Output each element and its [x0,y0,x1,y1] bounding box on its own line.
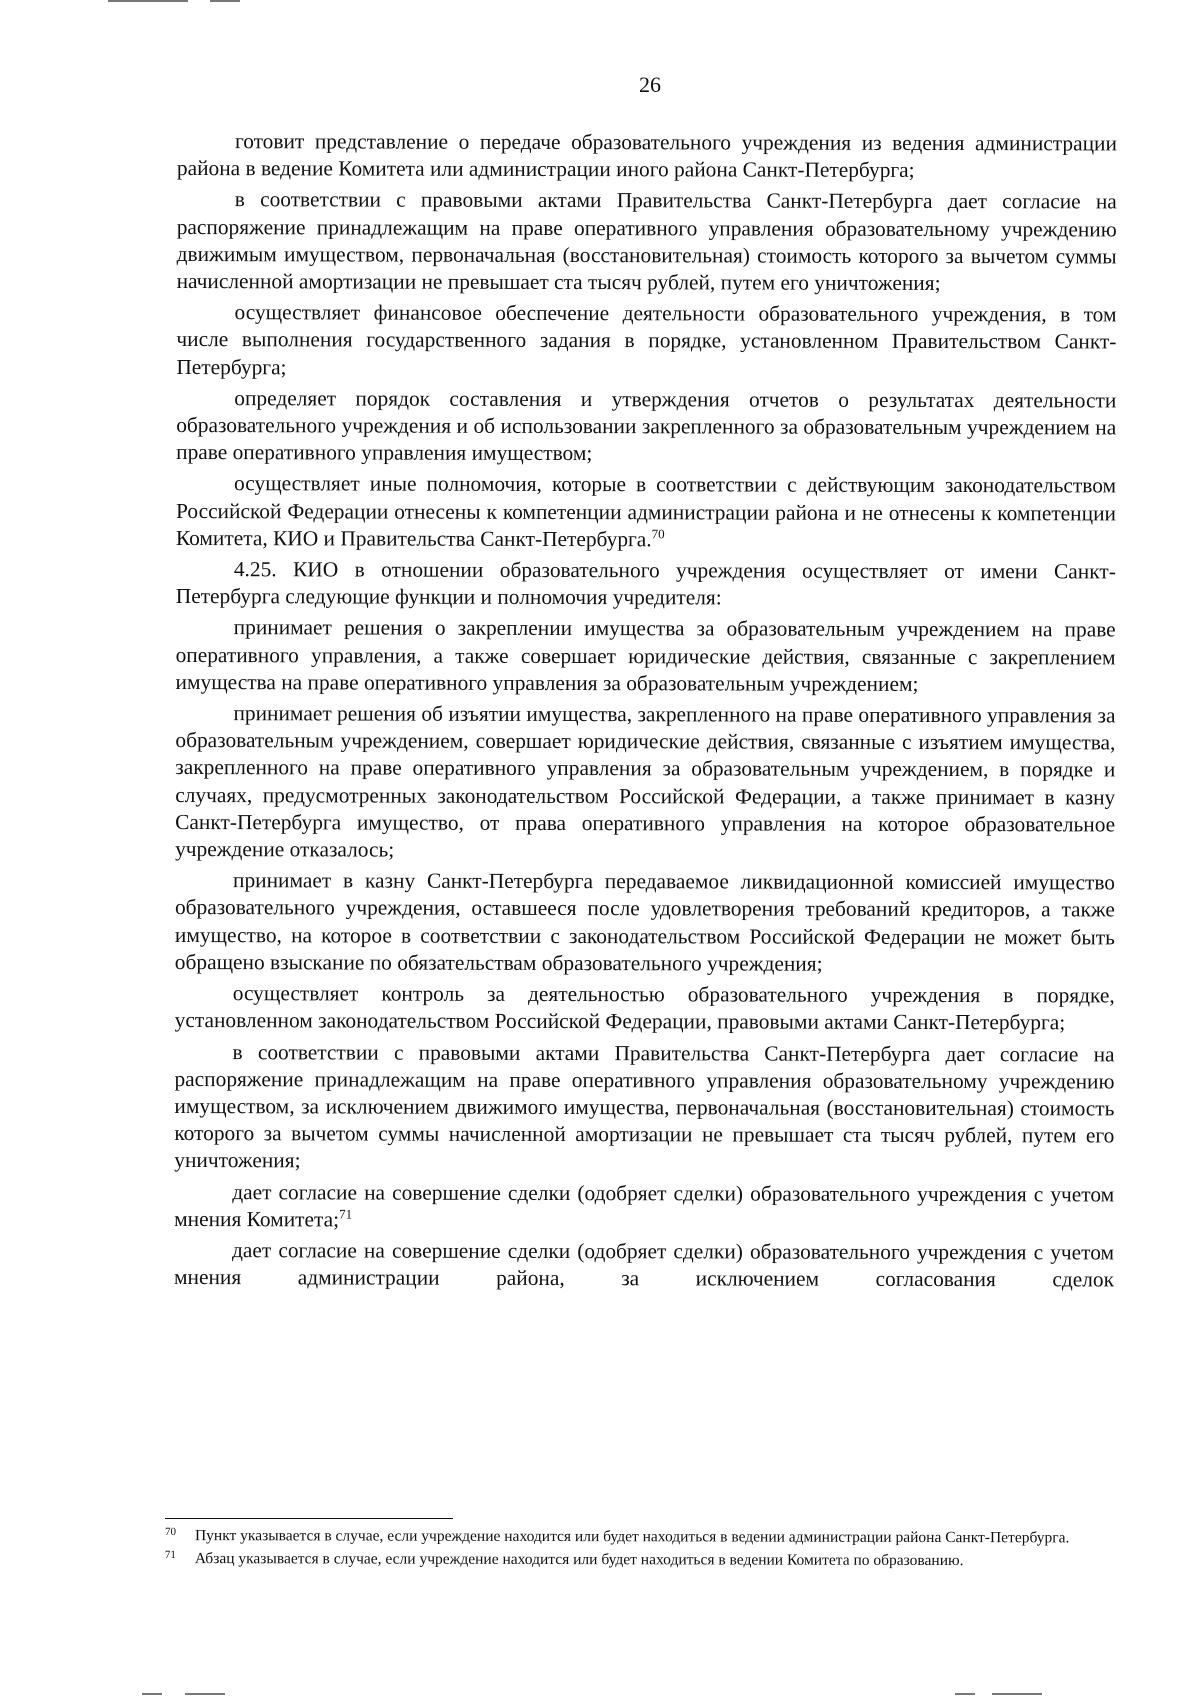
footnote [165,1526,1108,1548]
footnote-separator [165,1518,453,1519]
footnote-text: Пункт указывается в случае, если учреждение находится или будет находиться в ведении администрации района Санкт-Петербурга. [194,1527,1070,1547]
scan-edge-mark [992,1693,1042,1695]
paragraph-text: принимает решения о закреплении имущества за образовательным учреждением на праве оперативного управления, а также совершает юридические действия, связанные с закреплением имущества на праве оперативного управления за образовательным учреждением; [175,615,1116,696]
footnote [165,1549,1108,1571]
paragraph [174,1179,1114,1236]
section-paragraph [176,556,1116,613]
paragraph [175,867,1115,978]
footnote-reference[interactable]: 70 [651,526,665,542]
scan-edge-mark [108,0,188,2]
paragraph-text: дает согласие на совершение сделки (одобряет сделки) образовательного учреждения с учетом мнения Комитета; [174,1179,1115,1232]
paragraph [176,470,1116,554]
scan-edge-mark [142,1693,162,1695]
paragraph-text: дает согласие на совершение сделки (одобряет сделки) образовательного учреждения с учетом мнения администрации района, за исключением согласования сделок [173,1238,1115,1292]
document-body [174,128,1117,1298]
paragraph [176,614,1116,698]
paragraph-text: в соответствии с правовыми актами Правительства Санкт-Петербурга дает согласие на распоряжение принадлежащим на праве оперативного управления образовательному учреждению движимым имуществом, первоначальная (восстановительная) стоимость которого за вычетом суммы начисленной амортизации не превышает ста тысяч рублей, путем его уничтожения; [176,187,1117,296]
paragraph [177,186,1117,297]
footnote-reference[interactable]: 71 [339,1206,353,1222]
paragraph [174,1237,1114,1294]
paragraph-text: осуществляет контроль за деятельностью образовательного учреждения в порядке, установленном законодательством Российской Федерации, правовыми актами Санкт-Петербурга; [174,981,1115,1035]
paragraph-text: 4.25. КИО в отношении образовательного учреждения осуществляет от имени Санкт-Петербурга следующие функции и полномочия учредителя: [175,557,1116,610]
scan-edge-mark [210,0,240,2]
paragraph [176,385,1116,469]
paragraph-text: принимает в казну Санкт-Петербурга передаваемое ликвидационной комиссией имущество образовательного учреждения, оставшееся после удовлетворения требований кредиторов, а также имущество, на которое в соответствии с законодательством Российской Федерации не может быть обращено взыскание по обязательствам образовательного учреждения; [174,868,1116,976]
paragraph [177,128,1117,185]
page-number: 26 [639,72,661,97]
footnote-number: 71 [164,1548,176,1562]
paragraph-text: определяет порядок составления и утверждения отчетов о результатах деятельности образовательного учреждения и об использовании закрепленного за образовательным учреждением на праве оперативного управления имуществом; [176,385,1117,466]
paragraph [176,299,1116,383]
paragraph [175,700,1115,866]
footnote-number: 70 [164,1526,176,1539]
scan-edge-mark [185,1693,225,1695]
paragraph [174,1038,1114,1176]
paragraph-text: в соответствии с правовыми актами Правительства Санкт-Петербурга дает согласие на распоряжение принадлежащим на праве оперативного управления образовательному учреждению имуществом, за исключением движимого имущества, первоначальная (восстановительная) стоимость которого за вычетом суммы начисленной амортизации не превышает ста тысяч рублей, путем его уничтожения; [174,1039,1115,1173]
paragraph-text: осуществляет финансовое обеспечение деятельности образовательного учреждения, в том числе выполнения государственного задания в порядке, установленном Правительством Санкт-Петербурга; [176,300,1117,379]
paragraph-text: принимает решения об изъятии имущества, закрепленного на праве оперативного управления за образовательным учреждением, совершает юридические действия, связанные с изъятием имущества, закрепленного на праве оперативного управления за образовательным учреждением, в порядке и случаях, предусмотренных законодательством Российской Федерации, а также принимает в казну Санкт-Петербурга имущество, от права оперативного управления на которое образовательное учреждение отказалось; [175,701,1116,862]
footnotes [165,1526,1108,1574]
paragraph [175,980,1115,1037]
paragraph-text: осуществляет иные полномочия, которые в соответствии с действующим законодательством Российской Федерации отнесены к компетенции администрации района и не отнесены к компетенции Комитета, КИО и Правительства Санкт-Петербурга. [175,471,1117,552]
paragraph-text: готовит представление о передаче образовательного учреждения из ведения администрации района в ведение Комитета или администрации иного района Санкт-Петербурга; [176,129,1117,183]
footnote-text: Абзац указывается в случае, если учреждение находится или будет находиться в ведении Комитета по образованию. [194,1550,964,1570]
scan-edge-mark [955,1693,975,1695]
